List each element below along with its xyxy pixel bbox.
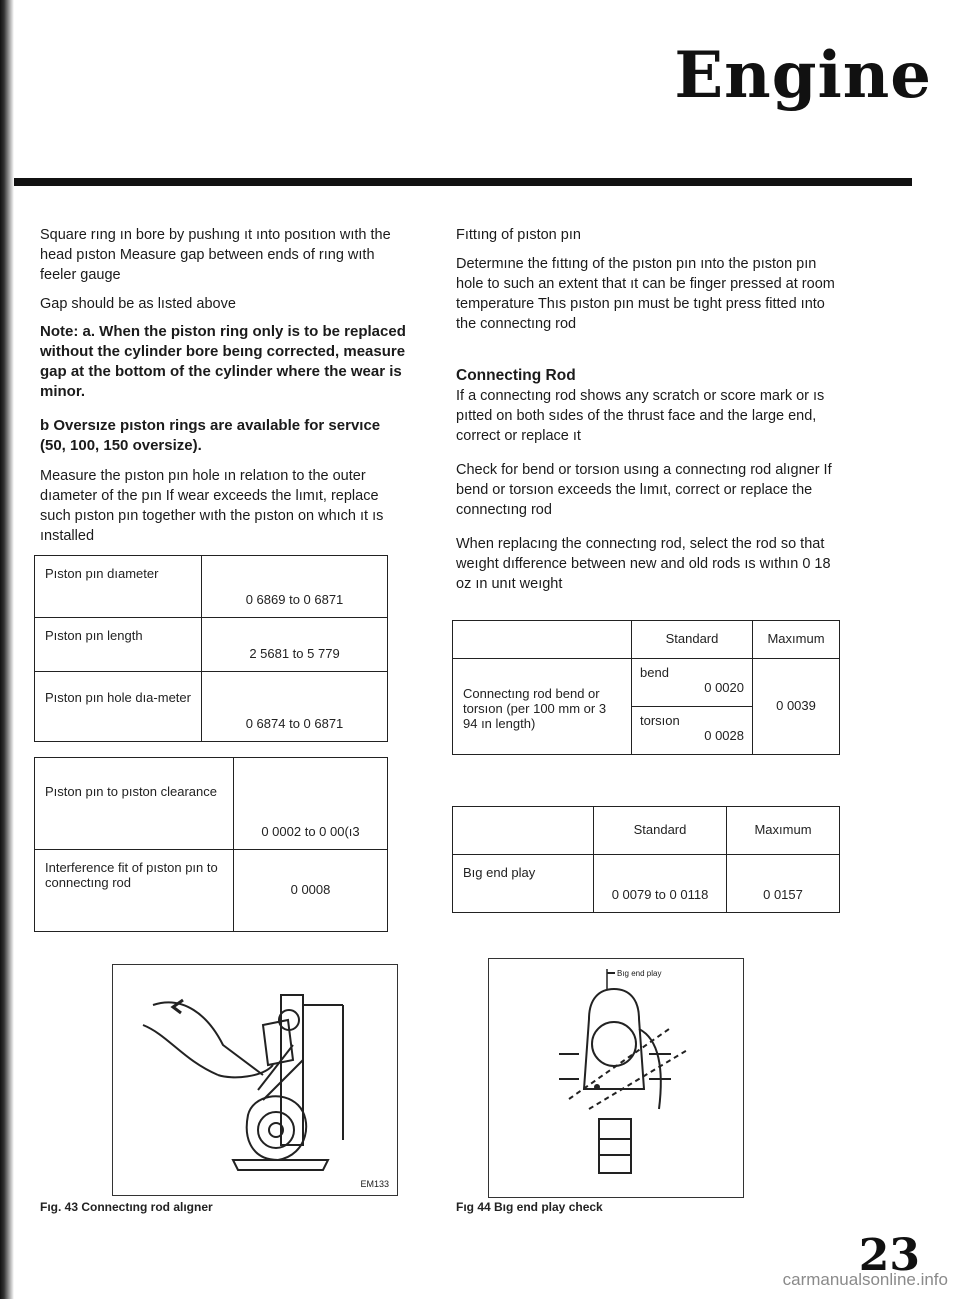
table-row	[35, 758, 388, 850]
page-number: 23	[858, 1230, 920, 1281]
big-end-play-maximum-value: 0 0157	[727, 855, 840, 913]
piston-pin-clearance-label: Pıston pın to pıston clearance	[35, 758, 234, 850]
table-row	[35, 556, 388, 618]
interference-fit-value: 0 0008	[234, 850, 388, 932]
connecting-rod-bend-table	[452, 620, 840, 755]
note-a: Note: a. When the piston ring only is to be replaced without the cylinder bore beıng corrected, measure gap at the bottom of the cylinder where the wear is minor.	[40, 323, 406, 400]
big-end-play-label: Bıg end play	[453, 855, 594, 913]
piston-pin-diameter-label: Pıston pın dıameter	[35, 556, 202, 618]
bend-label: bend	[640, 665, 669, 680]
big-end-play-label-text: Bıg end play	[617, 969, 662, 978]
figure-code: EM133	[360, 1179, 389, 1189]
piston-pin-table	[34, 555, 388, 742]
paragraph-weight: When replacıng the connectıng rod, select the rod so that weıght dıfference between new and old rods ıs wıthın 0 18 oz ın unıt weıght	[456, 536, 831, 592]
piston-clearance-table	[34, 757, 388, 932]
standard-header: Standard	[632, 621, 753, 659]
connecting-rod-aligner-illustration	[113, 965, 397, 1195]
scan-edge	[0, 0, 14, 1299]
torsion-value: 0 0028	[704, 728, 744, 743]
standard-header: Standard	[594, 807, 727, 855]
table-row	[35, 850, 388, 932]
piston-pin-hole-label: Pıston pın hole dıa-meter	[35, 672, 202, 742]
torsion-label: torsıon	[640, 713, 680, 728]
blank-header-cell	[453, 621, 632, 659]
dial-contact-point	[594, 1084, 600, 1090]
paragraph-square-ring: Square rıng ın bore by pushıng ıt ınto posıtıon wıth the head pıston Measure gap between ends of rıng wıth feeler gauge	[40, 227, 391, 283]
torsion-cell	[632, 707, 753, 755]
section-title: Engine	[674, 38, 932, 113]
maximum-header: Maxımum	[753, 621, 840, 659]
figure-43-caption: Fıg. 43 Connectıng rod alıgner	[40, 1200, 213, 1214]
header-rule	[14, 178, 912, 186]
figure-43-connecting-rod-aligner	[112, 964, 398, 1196]
bend-cell	[632, 659, 753, 707]
paragraph-fitting-title: Fıttıng of pıston pın	[456, 227, 581, 243]
table-row	[453, 621, 840, 659]
piston-pin-diameter-value: 0 6869 to 0 6871	[202, 556, 388, 618]
blank-header-cell	[453, 807, 594, 855]
big-end-play-standard-value: 0 0079 to 0 0118	[594, 855, 727, 913]
bend-torsion-label: Connectıng rod bend or torsıon (per 100 mm or 3 94 ın length)	[453, 659, 632, 755]
big-end-play-table	[452, 806, 840, 913]
paragraph-gap: Gap should be as lısted above	[40, 296, 236, 312]
piston-pin-hole-value: 0 6874 to 0 6871	[202, 672, 388, 742]
paragraph-measure-pin-hole: Measure the pıston pın hole ın relatıon to the outer dıameter of the pın If wear exceeds the lımıt, replace such pıston pın together wıth the pıston on whıch ıt ıs ınstalled	[40, 468, 384, 544]
paragraph-determine-fitting: Determıne the fıttıng of the pıston pın ınto the pıston pın hole to such an extent that ıt can be finger pressed at room temperature Thıs pıston pın must be tıght press fitted ınto the connectıng rod	[456, 256, 835, 332]
interference-fit-label: Interference fit of pıston pın to connectıng rod	[35, 850, 234, 932]
paragraph-bend-check: Check for bend or torsıon usıng a connectıng rod alıgner If bend or torsıon exceeds the lımıt, correct or replace the connectıng rod	[456, 462, 832, 518]
figure-44-caption: Fıg 44 Bıg end play check	[456, 1200, 603, 1214]
figure-44-big-end-play	[488, 958, 744, 1198]
piston-pin-length-label: Pıston pın length	[35, 618, 202, 672]
big-end-play-illustration	[489, 959, 743, 1197]
table-row	[35, 672, 388, 742]
paragraph-scratch: If a connectıng rod shows any scratch or score mark or ıs pıtted on both sıdes of the thrust face and the large end, correct or replace ıt	[456, 388, 825, 444]
note-b: b Oversıze pıston rings are avaılable for servıce (50, 100, 150 oversize).	[40, 417, 381, 454]
table-row	[453, 855, 840, 913]
table-row	[453, 807, 840, 855]
watermark: carmanualsonline.info	[782, 1270, 948, 1289]
maximum-header: Maxımum	[727, 807, 840, 855]
connecting-rod-heading: Connecting Rod	[456, 367, 576, 384]
piston-pin-length-value: 2 5681 to 5 779	[202, 618, 388, 672]
bend-maximum-value: 0 0039	[753, 659, 840, 755]
bend-value: 0 0020	[704, 680, 744, 695]
piston-pin-clearance-value: 0 0002 to 0 00(ı3	[234, 758, 388, 850]
table-row	[35, 618, 388, 672]
table-row	[453, 659, 840, 707]
